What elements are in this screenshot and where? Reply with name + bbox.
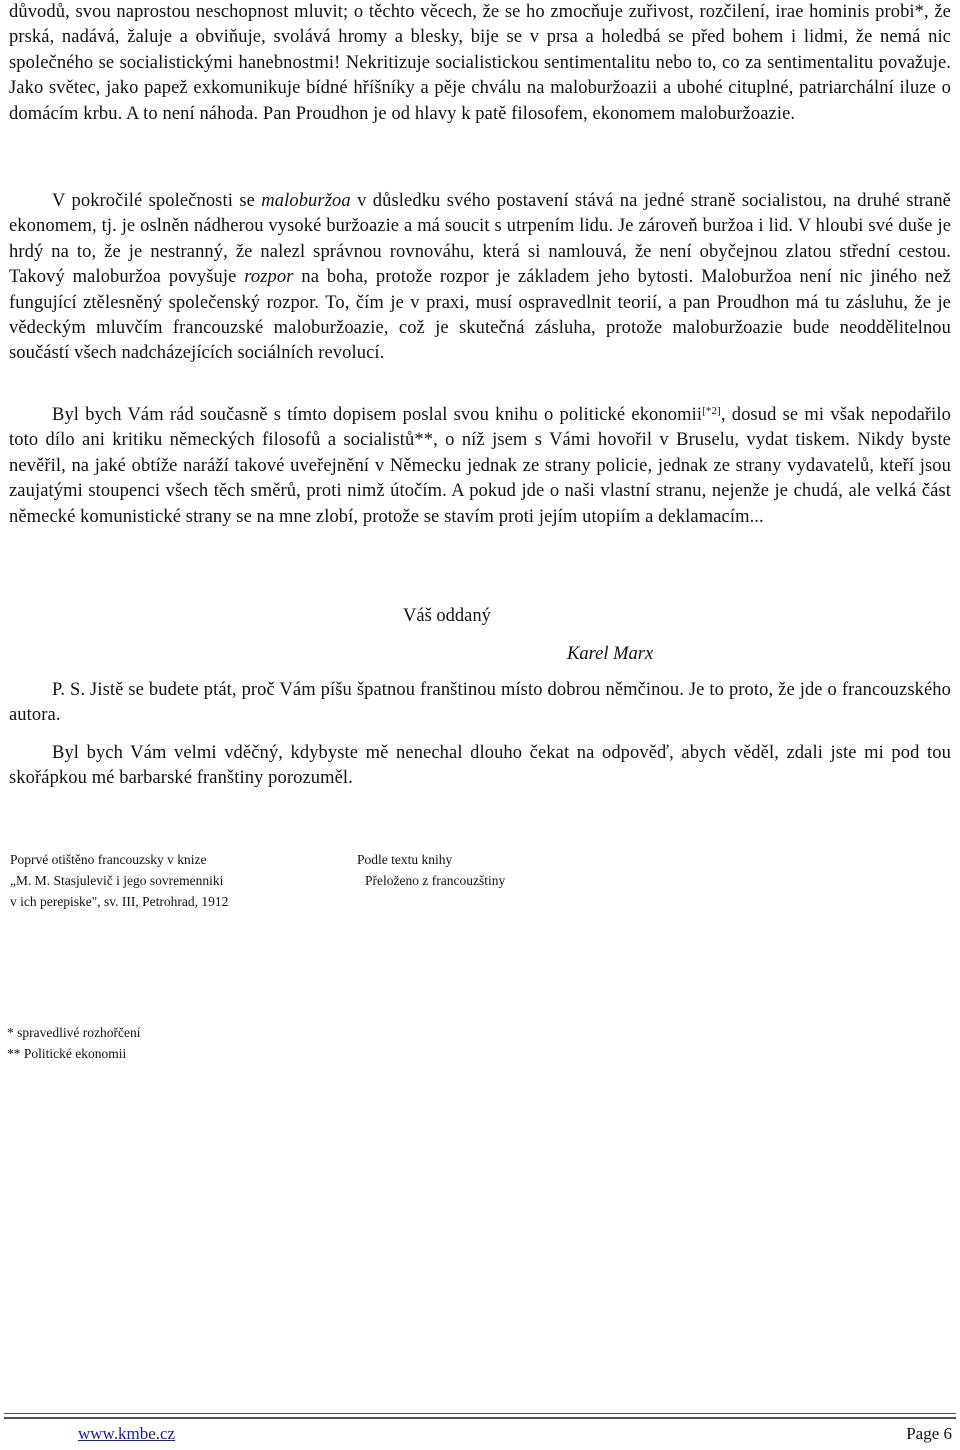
paragraph-2-emphasis-maloburzoa: maloburžoa [261,191,351,211]
footnote: * spravedlivé rozhořčení [7,1025,141,1040]
paragraph-3-text-a: Byl bych Vám rád současně s tímto dopisem poslal svou knihu o politické ekonomii [52,405,703,425]
paragraph-1 [9,0,951,127]
page-number: Page 6 [906,1424,952,1443]
source-note-left-line: v ich perepiske", sv. III, Petrohrad, 1912 [10,894,229,909]
source-note-right-line: Podle textu knihy [357,852,453,867]
footer-website-link[interactable]: www.kmbe.cz [78,1424,176,1443]
source-note-right-line: Přeloženo z francouzštiny [365,873,506,888]
postscript-1: P. S. Jistě se budete ptát, proč Vám píšu špatnou franštinou místo dobrou němčinou. Je to proto, že jde o francouzského autora. [9,680,951,726]
paragraph-2-text-c: na boha, protože rozpor je základem jeho bytosti. Maloburžoa není nic jiného než fungující ztělesněný společenský rozpor. To, čím je v praxi, musí ospravedlnit teorií, a pan Proudhon má tu zásluhu, že je vědeckým mluvčím francouzské maloburžoazie, což je skutečná zásluha, protože maloburžoazie bude neoddělitelnou součástí všech nadcházejících sociálních revolucí. [9,267,951,364]
signature: Karel Marx [567,644,654,664]
paragraph-3 [9,403,951,530]
paragraph-2 [9,189,951,367]
source-note-left-line: „M. M. Stasjulevič i jego sovremenniki [10,873,224,888]
paragraph-3-text-b: , dosud se mi však nepodařilo toto dílo ani kritiku německých filosofů a socialistů**, o níž jsem s Vámi hovořil v Bruselu, vydat tiskem. Nikdy byste nevěřil, na jaké obtíže naráží takové uveřejnění v Německu jednak ze strany policie, jednak ze strany vydavatelů, kteří jsou zaujatými stoupenci všech těch směrů, proti nimž útočím. A pokud jde o naši vlastní stranu, nejenže je chudá, ale velká část německé komunistické strany se na mne zlobí, protože se stavím proti jejím utopiím a deklamacím... [9,405,951,527]
paragraph-2-emphasis-rozpor: rozpor [244,267,294,288]
postscript-2: Byl bych Vám velmi vděčný, kdybyste mě nenechal dlouho čekat na odpověď, abych věděl, zdali jste mi pod tou skořápkou mé barbarské franštiny porozuměl. [9,743,951,789]
paragraph-2-text-b: v důsledku svého postavení stává na jedné straně socialistou, na druhé straně ekonomem, tj. je oslněn nádherou vysoké buržoazie a má soucit s utrpením lidu. Je zároveň buržoa i lid. V hloubi své duše je hrdý na to, že je nestranný, že nalezl správnou rovnováhu, která si namlouvá, že není obyčejnou zlatou střední cestou. Takový maloburžoa povyšuje [9,191,951,288]
paragraph-2-text-a: V pokročilé společnosti se [52,191,262,211]
footnote-ref-2: [*2] [702,405,721,417]
source-note-left-line: Poprvé otištěno francouzsky v knize [10,852,207,867]
footnote: ** Politické ekonomii [7,1046,127,1061]
footnotes [7,1022,140,1064]
source-note-right [357,849,505,891]
salutation: Váš oddaný [403,606,491,626]
paragraph-1-text: důvodů, svou naprostou neschopnost mluvit; o těchto věcech, že se ho zmocňuje zuřivost, rozčilení, irae hominis probi*, že prská, nadává, žaluje a obviňuje, svolává hromy a blesky, bije se v prsa a holedbá se před bohem i lidmi, že nemá nic společného se socialistickými hanebnostmi! Nekritizuje socialistickou sentimentalitu nebo to, co za sentimentalitu považuje. Jako světec, jako papež exkomunikuje bídné hříšníky a pěje chválu na maloburžoazii a ubohé cituplné, patriarchální iluze o domácím krbu. A to není náhoda. Pan Proudhon je od hlavy k patě filosofem, ekonomem maloburžoazie. [9,2,951,124]
footer-divider [4,1413,956,1419]
source-note-left [10,849,228,912]
